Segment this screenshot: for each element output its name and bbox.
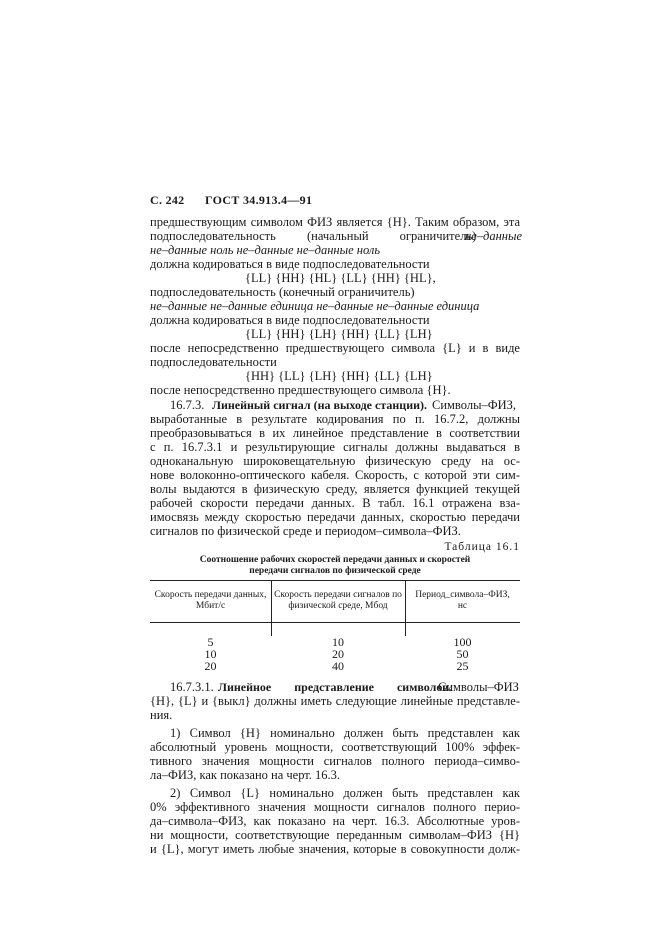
table-title: передачи сигналов по физической среде	[249, 566, 421, 576]
table-cell: 20	[204, 659, 217, 673]
table-title: Соотношение рабочих скоростей передачи данных и скоростей	[199, 555, 471, 565]
text-line: ни мощности, соответствующие переданным символам–ФИЗ {Н}	[150, 828, 520, 842]
text-line: ния.	[150, 708, 173, 722]
section-title: Линейное представление символов.	[218, 680, 452, 694]
text-line: Символы–ФИЗ,	[432, 398, 517, 412]
text-line: предшествующим символом ФИЗ является {Н}. Таким образом, эта	[150, 215, 520, 229]
table-cell: 10	[204, 647, 217, 661]
table-header-rule	[150, 622, 520, 623]
text-line: нове волоконно-оптического кабеля. Скорость, с которой эти сим-	[150, 468, 520, 482]
table-header-cell: нс	[457, 601, 468, 611]
table-cell: 50	[456, 647, 469, 661]
text-line: абсолютный уровень мощности, соответствующий 100% эффек-	[150, 740, 520, 754]
text-line: после непосредственно предшествующего символа {L} и в виде	[150, 341, 520, 355]
section-number: 16.7.3.	[170, 398, 205, 412]
text-line: подпоследовательность (начальный ограничитель)	[150, 229, 477, 243]
table-top-rule	[150, 580, 520, 581]
text-line: одноканальную широковещательную физическую среду на ос-	[150, 454, 520, 468]
code-sequence: {LL} {HH} {HL} {LL} {HH} {HL},	[245, 271, 436, 285]
text-line: и {L}, могут иметь любые значения, которые в совокупности долж-	[150, 842, 520, 856]
text-line: тивного значения мощности сигналов полного периода–симво-	[150, 754, 520, 768]
text-line: да–символа–ФИЗ, как показано на черт. 16.3. Абсолютные уров-	[150, 814, 520, 828]
table-column-divider	[405, 622, 406, 636]
table-cell: 10	[332, 635, 344, 649]
text-line: не–данные ноль не–данные не–данные ноль	[150, 243, 381, 257]
text-line: имосвязь между скоростью передачи данных, скоростью передачи	[150, 510, 520, 524]
text-line: должна кодироваться в виде подпоследовательности	[150, 257, 430, 271]
text-line: подпоследовательность (конечный ограничитель)	[150, 285, 415, 299]
text-line: не–данные не–данные единица не–данные не–данные единица	[150, 299, 480, 313]
table-cell: 5	[207, 635, 214, 649]
text-line: с п. 16.7.3.1 и результирующие сигналы должны выдаваться в	[150, 440, 520, 454]
table-header-cell: Мбит/с	[195, 601, 226, 611]
table-header-cell: Период_символа–ФИЗ,	[415, 590, 510, 600]
text-line: 2) Символ {L} номинально должен быть представлен как	[170, 786, 520, 800]
table-cell: 100	[453, 635, 472, 649]
page-number: С. 242	[150, 193, 185, 207]
text-line: должна кодироваться в виде подпоследовательности	[150, 313, 430, 327]
section-title: Линейный сигнал (на выходе станции).	[212, 398, 428, 412]
table-cell: 40	[332, 659, 344, 673]
text-line: подпоследовательности	[150, 355, 277, 369]
table-header-cell: Скорость передачи сигналов по	[274, 590, 402, 600]
code-sequence: {HH} {LL} {LH} {HH} {LL} {LH}	[245, 369, 433, 383]
text-line: выработанные в результате кодирования по п. 16.7.2, должны	[150, 412, 520, 426]
table-label: Таблица 16.1	[444, 541, 520, 553]
table-header-cell: физической среде, Мбод	[288, 601, 388, 611]
standard-number: ГОСТ 34.913.4—91	[205, 193, 313, 207]
text-line: Символы–ФИЗ	[438, 680, 519, 694]
text-line: не–данные	[465, 229, 522, 243]
text-line: рабочей скорости передачи данных. В табл. 16.1 отражена вза-	[150, 496, 520, 510]
text-line: преобразовываться в их линейное представление в соответствии	[150, 426, 520, 440]
section-number: 16.7.3.1.	[170, 680, 214, 694]
text-line: сигналов по физической среде и периодом–символа–ФИЗ.	[150, 524, 461, 538]
table-column-divider	[271, 622, 272, 636]
text-line: после непосредственно предшествующего символа {Н}.	[150, 383, 451, 397]
table-header-cell: Скорость передачи данных,	[154, 590, 267, 600]
text-line: волы выдаются в физическую среду, является функцией текущей	[150, 482, 520, 496]
table-cell: 25	[456, 659, 469, 673]
text-line: {Н}, {L} и {выкл} должны иметь следующие линейные представле-	[150, 694, 520, 708]
text-line: 1) Символ {Н} номинально должен быть представлен как	[170, 726, 520, 740]
table-cell: 20	[332, 647, 344, 661]
code-sequence: {LL} {HH} {LH} {HH} {LL} {LH}	[245, 327, 433, 341]
text-line: 0% эффективного значения мощности сигналов полного перио-	[150, 800, 520, 814]
text-line: ла–ФИЗ, как показано на черт. 16.3.	[150, 768, 341, 782]
